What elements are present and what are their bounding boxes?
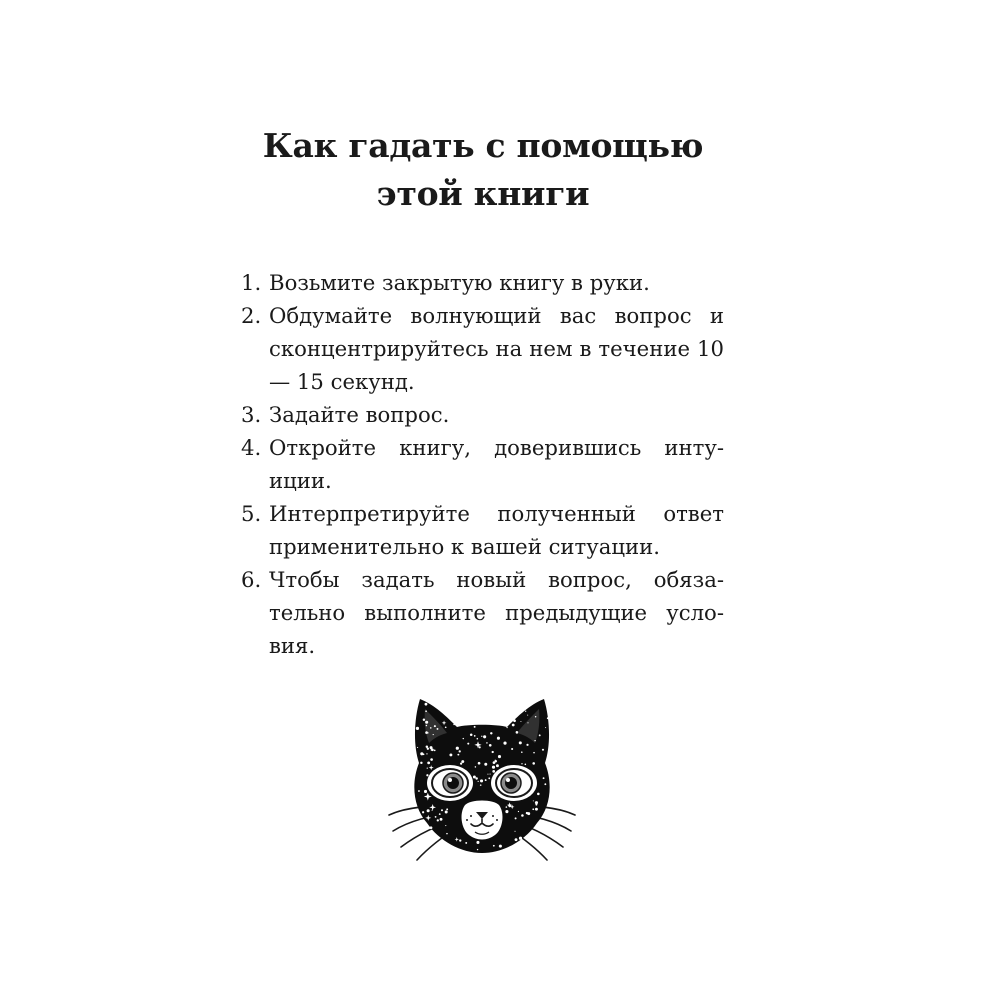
star-mark [519,741,522,744]
star-mark [432,810,433,811]
star-mark [457,754,459,756]
star-mark [490,774,491,775]
star-mark [418,790,420,792]
star-mark [485,779,487,781]
star-mark [476,841,479,844]
star-mark [543,777,545,779]
star-mark [474,726,476,728]
star-mark [420,752,423,755]
star-mark [520,721,521,722]
star-mark [535,716,536,717]
star-mark [492,770,495,773]
star-mark [539,734,541,736]
list-item-number: 3. [241,402,262,427]
list-item-text: Обдумайте волнующий вас вопрос и сконцентрируйтесь на нем в течение 10 — 15 секунд. [269,303,724,394]
title-line-2: этой книги [376,174,590,213]
star-mark [445,825,446,826]
star-mark [461,760,464,763]
star-mark [459,839,461,841]
star-mark [518,811,519,812]
star-mark [477,849,478,850]
star-mark [427,809,430,812]
star-mark [526,744,528,746]
list-item [241,299,724,398]
star-mark [542,749,544,751]
star-mark [497,737,500,740]
star-mark [465,842,467,844]
star-mark [445,726,447,728]
star-mark [437,728,439,730]
star-mark [434,725,436,727]
star-mark [479,746,481,748]
star-mark [440,818,443,821]
star-mark [545,727,546,728]
page-title [0,122,966,218]
star-mark [420,762,422,764]
star-mark [532,762,535,765]
star-mark [495,760,496,761]
star-mark [534,740,535,741]
star-mark [427,761,430,764]
star-mark [445,810,448,813]
star-mark [532,808,534,810]
star-mark [427,748,429,750]
star-mark [489,744,492,747]
star-mark [478,781,479,782]
star-mark [478,762,481,765]
list-item-number: 1. [241,270,262,295]
star-mark [459,750,461,752]
star-mark [474,735,476,737]
starry-cat-face-icon [387,695,577,865]
star-mark [487,774,488,775]
star-mark [430,727,432,729]
star-mark [484,763,487,766]
star-mark [435,816,437,818]
star-mark [475,777,477,779]
star-mark [426,774,428,776]
star-mark [537,793,540,796]
star-mark [426,725,428,727]
star-mark [511,748,513,750]
star-mark [433,734,434,735]
star-mark [488,777,490,779]
star-mark [516,731,519,734]
star-mark [521,763,522,764]
star-mark [417,747,418,748]
star-mark [422,811,424,813]
star-mark [477,738,479,740]
list-item [241,431,724,497]
title-line-1: Как гадать с помощью [262,126,704,165]
star-mark [430,746,433,749]
star-mark [453,724,455,726]
star-mark [547,717,549,719]
star-mark [526,812,528,814]
list-item [241,266,724,299]
list-item-text: Задайте вопрос. [269,402,450,427]
star-mark [427,732,428,733]
star-mark [437,819,439,821]
star-mark [430,826,433,829]
star-mark [519,837,522,840]
star-mark [499,845,502,848]
star-mark [503,742,506,745]
star-mark [496,764,499,767]
star-mark [416,727,419,730]
list-item [241,563,724,662]
list-item-text: Интерпретируйте полученный ответ применительно к вашей ситуации. [269,501,724,559]
star-mark [492,751,494,753]
star-mark [492,766,495,769]
star-mark [424,790,427,793]
star-mark [446,833,448,835]
star-mark [490,732,492,734]
star-mark [439,813,441,815]
star-mark [527,715,528,716]
star-mark [425,721,428,724]
star-mark [505,810,508,813]
list-item-number: 5. [241,501,262,526]
star-mark [521,751,523,753]
star-mark [525,764,527,766]
star-mark [535,808,538,811]
star-mark [527,722,528,723]
star-mark [486,742,488,744]
star-mark [470,733,473,736]
star-mark [480,779,483,782]
star-mark [426,753,427,754]
list-item-text: Чтобы задать новый вопрос, обязательно выполните предыдущие условия. [269,567,724,658]
star-mark [515,817,517,819]
list-item [241,497,724,563]
list-item-number: 6. [241,567,262,592]
star-mark [481,736,482,737]
star-mark [430,758,433,761]
star-mark [521,814,524,817]
star-mark [512,724,515,727]
star-mark [446,808,448,810]
star-mark [493,845,495,847]
star-mark [427,768,428,769]
star-mark [533,752,535,754]
star-mark [506,806,508,808]
star-mark [498,755,501,758]
star-mark [425,703,428,706]
list-item [241,398,724,431]
list-item-number: 4. [241,435,262,460]
star-mark [515,838,518,841]
star-mark [483,735,486,738]
instructions-list [241,266,724,662]
list-item-text: Откройте книгу, доверившись интуиции. [269,435,724,493]
list-item-text: Возьмите закрытую книгу в руки. [269,270,650,295]
star-mark [456,747,459,750]
star-mark [467,743,469,745]
star-mark [480,784,482,786]
star-mark [535,804,537,806]
star-mark [506,727,507,728]
star-mark [533,800,534,801]
star-mark [434,750,436,752]
star-mark [544,783,546,785]
star-mark [449,753,452,756]
star-mark [423,719,425,721]
star-mark [473,775,476,778]
star-mark [425,710,427,712]
list-item-number: 2. [241,303,262,328]
star-mark [525,711,526,712]
star-mark [441,809,443,811]
star-mark [475,766,477,768]
star-mark [513,719,516,722]
star-mark [460,762,462,764]
star-mark [463,738,464,739]
star-mark [515,831,516,832]
